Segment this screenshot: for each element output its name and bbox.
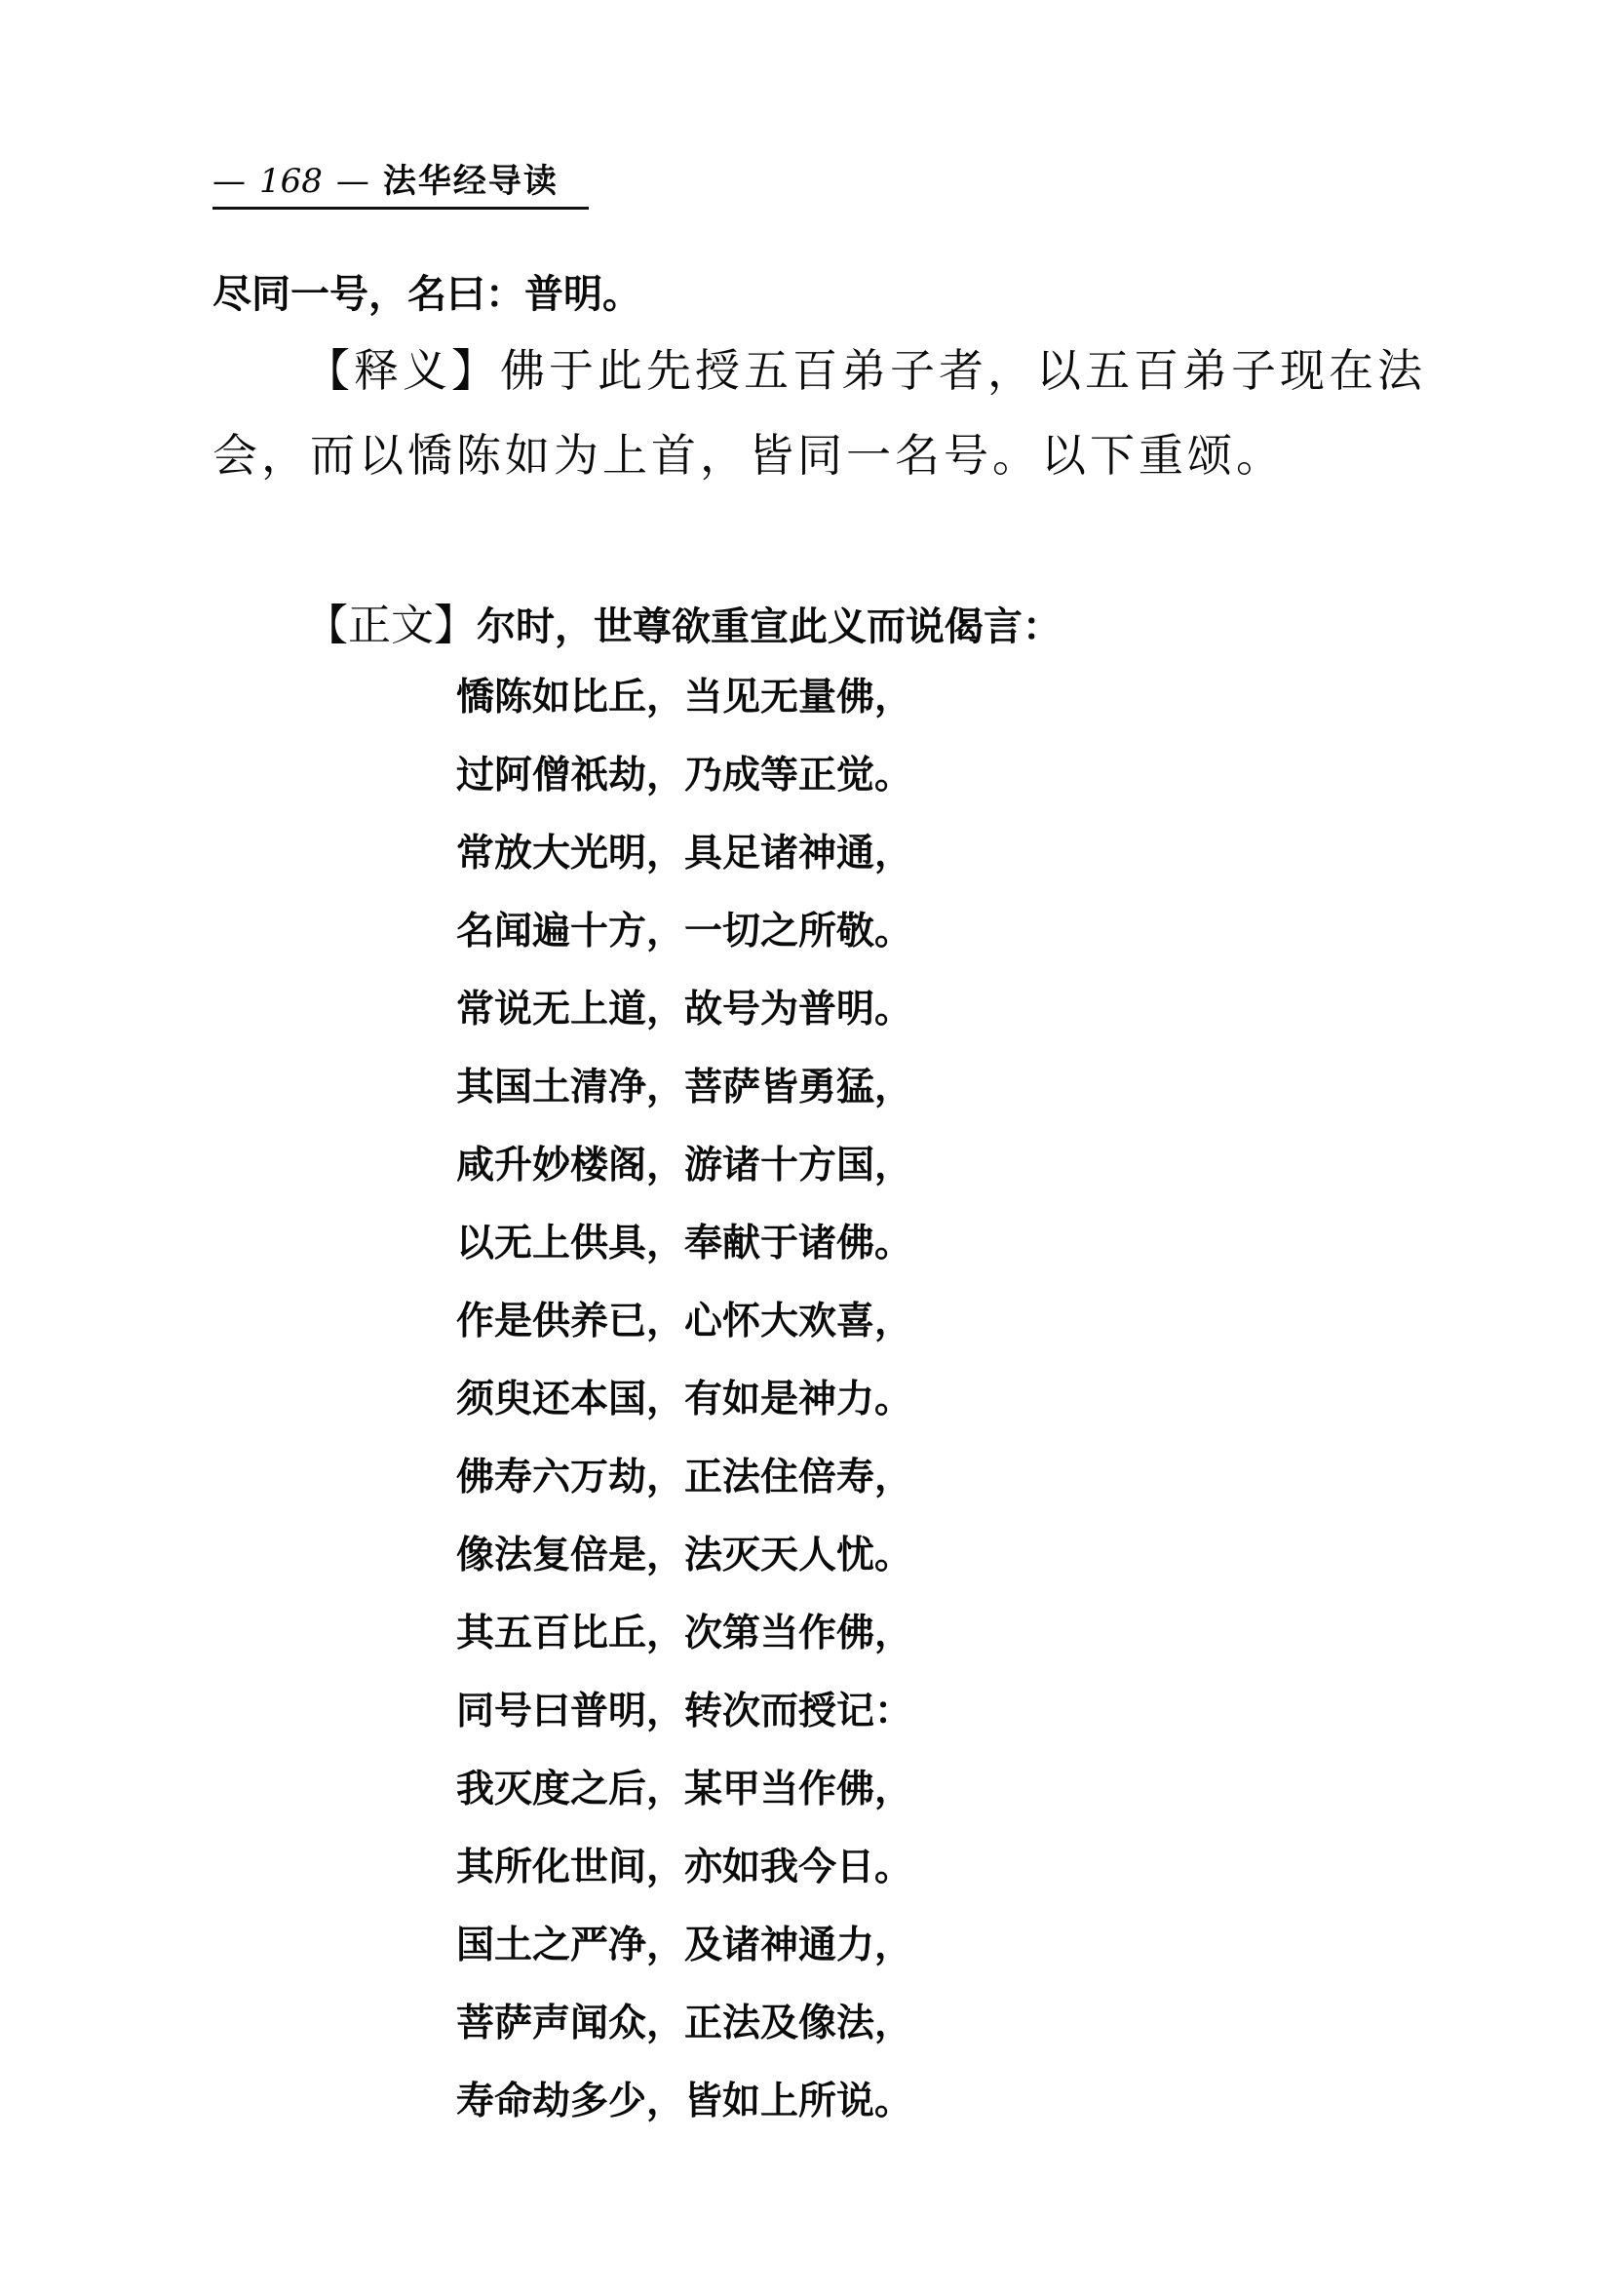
running-header [212,164,589,210]
page-number: 168 [259,162,323,201]
zhengwen-label: 【正文】 [305,601,477,650]
verse-line: 憍陈如比丘，当见无量佛， [456,676,913,720]
header-dash-left: — [212,162,246,201]
zhengwen-text: 尔时，世尊欲重宣此义而说偈言： [477,604,1062,649]
verse-line: 其国土清净，菩萨皆勇猛， [456,1066,913,1109]
verse-line: 以无上供具，奉献于诸佛。 [456,1222,913,1265]
verse-line: 其五百比丘，次第当作佛， [456,1612,913,1655]
verse-line: 其所化世间，亦如我今日。 [456,1846,913,1889]
verse-line: 作是供养已，心怀大欢喜， [456,1300,913,1343]
shiyi-paragraph-line-1 [305,339,1426,402]
verse-line: 过阿僧祇劫，乃成等正觉。 [456,754,913,798]
verse-line: 国土之严净，及诸神通力， [456,1924,913,1967]
verse-line: 常放大光明，具足诸神通， [456,832,913,876]
verse-line: 佛寿六万劫，正法住倍寿， [456,1456,913,1499]
verse-line: 菩萨声闻众，正法及像法， [456,2002,913,2045]
shiyi-label: 【释义】 [305,344,500,397]
zhengwen-line [305,597,1062,656]
verse-line: 咸升妙楼阁，游诸十方国， [456,1144,913,1187]
verse-line: 常说无上道，故号为普明。 [456,988,913,1031]
header-dash-right: — [335,162,369,201]
shiyi-paragraph-line-2: 会，而以憍陈如为上首，皆同一名号。以下重颂。 [212,429,1285,482]
verse-line: 我灭度之后，某甲当作佛， [456,1768,913,1811]
book-title: 法华经导读 [382,162,559,201]
verse-line: 像法复倍是，法灭天人忧。 [456,1534,913,1577]
shiyi-text-line-1: 佛于此先授五百弟子者，以五百弟子现在法 [500,344,1426,397]
verse-line: 同号曰普明，转次而授记： [456,1690,913,1733]
verse-line: 须臾还本国，有如是神力。 [456,1378,913,1421]
verse-block [456,671,1002,2153]
verse-line: 名闻遍十方，一切之所敬。 [456,910,913,953]
continuation-line: 尽同一号，名曰：普明。 [212,272,641,317]
verse-line: 寿命劫多少，皆如上所说。 [456,2080,913,2123]
